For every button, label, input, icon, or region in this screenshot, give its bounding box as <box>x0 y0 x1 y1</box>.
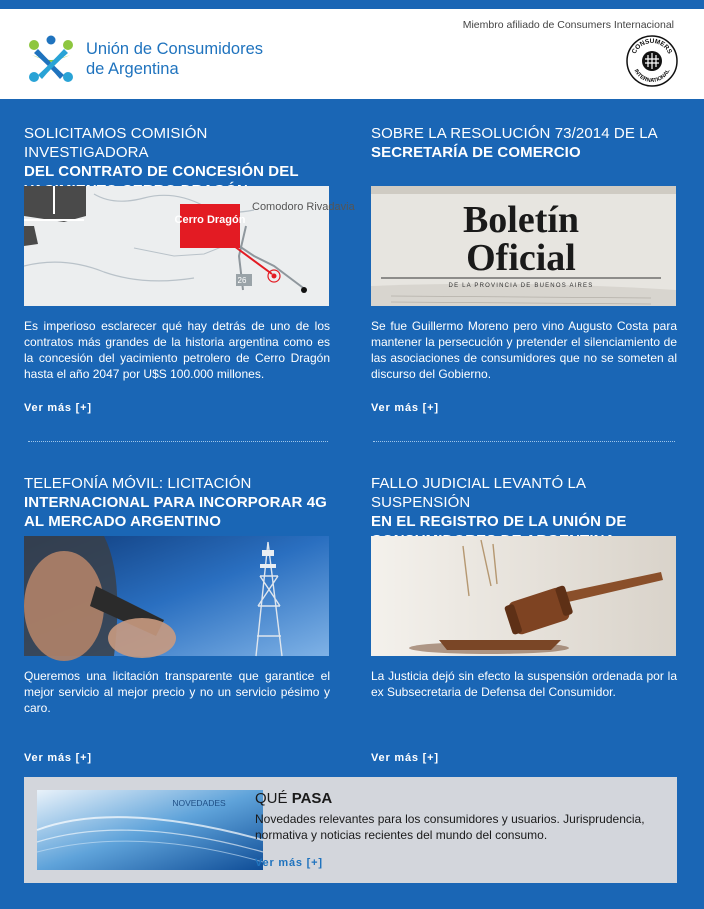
gavel-image[interactable] <box>371 536 676 656</box>
article-title-light: FALLO JUDICIAL LEVANTÓ LA SUSPENSIÓN <box>371 475 586 511</box>
read-more-link[interactable]: Ver más [+] <box>371 752 439 764</box>
map-image[interactable] <box>24 186 355 306</box>
novedades-banner-image[interactable] <box>37 790 263 870</box>
article-title-bold: SECRETARÍA DE COMERCIO <box>371 144 581 161</box>
article-title[interactable] <box>371 474 677 532</box>
read-more-link[interactable]: Ver más [+] <box>371 402 439 414</box>
boletin-headline-line-1: Boletín <box>462 199 580 241</box>
article-title[interactable] <box>371 124 677 182</box>
que-pasa-title-light: QUÉ <box>255 790 288 807</box>
article-title[interactable] <box>24 474 330 532</box>
article-cerro-dragon <box>24 124 355 416</box>
article-title-light: SOLICITAMOS COMISIÓN INVESTIGADORA <box>24 125 208 161</box>
article-title[interactable] <box>24 124 330 182</box>
article-text: Se fue Guillermo Moreno pero vino Augusto Costa para mantener la persecución y pretender el silenciamiento de las asociaciones de consumidores que no se someten al discurso del Gobierno. <box>371 319 677 381</box>
article-title-bold: INTERNACIONAL PARA INCORPORAR 4G AL MERCADO ARGENTINO <box>24 494 327 530</box>
novedades-label: NOVEDADES <box>172 798 226 808</box>
article-text: Queremos una licitación transparente que garantice el mejor servicio al mejor precio y no un servicio pésimo y caro. <box>24 669 330 715</box>
article-text: Es imperioso esclarecer qué hay detrás de uno de los contratos más grandes de la historia argentina como es la concesión del yacimiento petrolero de Cerro Dragón hasta el año 2047 por U$S 100.000 millones. <box>24 319 330 381</box>
que-pasa-read-more-link[interactable]: Ver más [+] <box>255 857 323 869</box>
read-more-link[interactable]: Ver más [+] <box>24 752 92 764</box>
article-title-bold: DEL CONTRATO DE CONCESIÓN DEL <box>24 163 299 180</box>
bottom-strip <box>0 895 704 909</box>
map-city-label: Comodoro Rivadavia <box>252 201 355 213</box>
boletin-headline-line-2: Oficial <box>466 237 576 279</box>
map-highlight-label: Cerro Dragón <box>174 214 246 226</box>
header <box>0 9 704 99</box>
ci-logo-bottom-text: INTERNATIONAL <box>632 68 672 84</box>
article-title-light: TELEFONÍA MÓVIL: LICITACIÓN <box>24 475 252 492</box>
article-title-light: SOBRE LA RESOLUCIÓN 73/2014 DE LA <box>371 125 658 142</box>
que-pasa-title <box>255 790 332 807</box>
article-text: La Justicia dejó sin efecto la suspensión ordenada por la ex Subsecretaria de Defensa del Consumidor. <box>371 669 677 699</box>
top-bar <box>0 0 704 9</box>
boletin-oficial-image[interactable] <box>371 186 676 306</box>
section-divider <box>28 441 328 442</box>
org-name-line-2: de Argentina <box>86 60 179 78</box>
ci-logo-top-text: CONSUMERS <box>630 38 674 56</box>
que-pasa-title-bold: PASA <box>291 790 333 807</box>
map-route-label: 26 <box>237 276 247 285</box>
organization-name[interactable] <box>86 39 263 79</box>
affiliate-note: Miembro afiliado de Consumers Internacional <box>462 19 674 31</box>
read-more-link[interactable]: Ver más [+] <box>24 402 92 414</box>
article-title-bold: EN EL REGISTRO DE LA UNIÓN DE <box>371 513 627 530</box>
uca-logo-icon[interactable] <box>24 35 78 87</box>
article-resolucion-73 <box>371 124 677 416</box>
boletin-caption: DE LA PROVINCIA DE BUENOS AIRES <box>448 283 594 289</box>
article-telefonia-4g <box>24 474 330 766</box>
que-pasa-box <box>24 777 677 883</box>
section-divider <box>373 441 675 442</box>
que-pasa-text: Novedades relevantes para los consumidores y usuarios. Jurisprudencia, normativa y noticias recientes del mundo del consumo. <box>255 812 645 842</box>
org-name-line-1: Unión de Consumidores <box>86 40 264 58</box>
mobile-phone-image[interactable] <box>24 536 329 656</box>
article-fallo-judicial <box>371 474 677 766</box>
consumers-international-logo[interactable] <box>626 35 678 87</box>
